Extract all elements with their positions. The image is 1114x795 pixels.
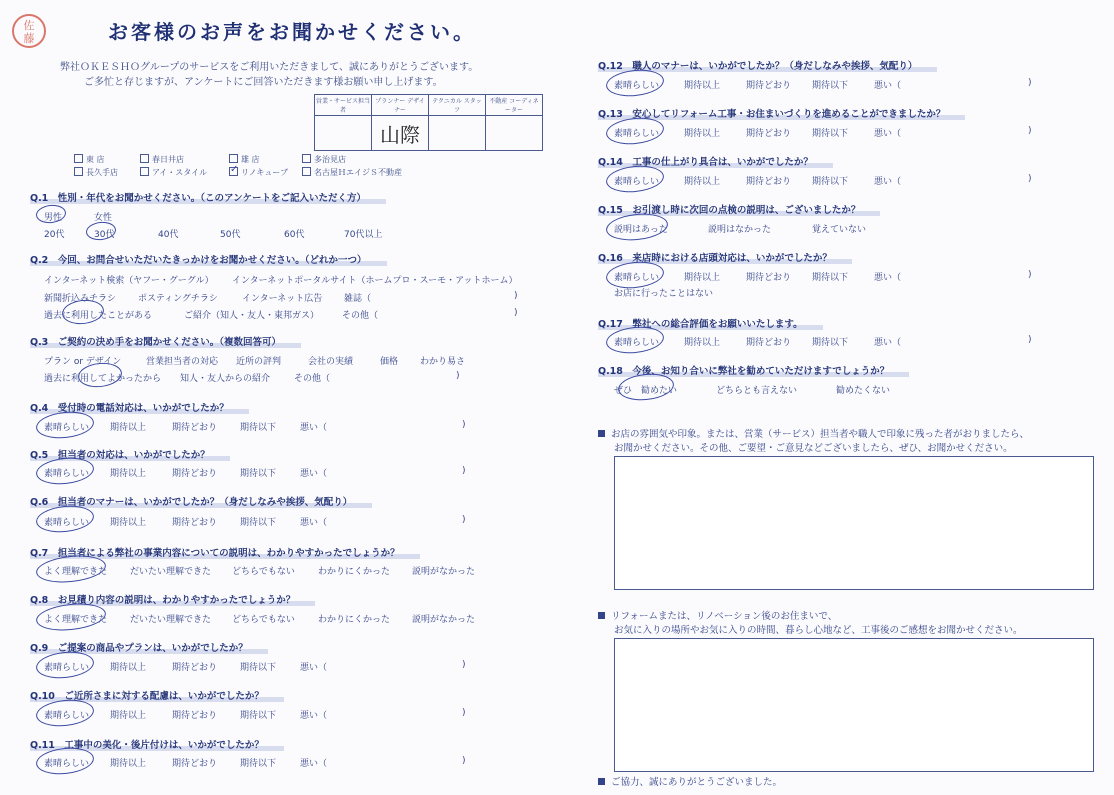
q17-option-excellent[interactable]: 素晴らしい (614, 338, 660, 348)
q4-option-bad[interactable]: 悪い（ (300, 423, 328, 433)
q2-option-past-user[interactable]: 過去に利用したことがある (44, 311, 153, 321)
q15-option-explained[interactable]: 説明はあった (614, 225, 668, 235)
q6-option-bad[interactable]: 悪い（ (300, 518, 328, 528)
checkbox-icon (140, 154, 149, 163)
q2-option-referral[interactable]: ご紹介（知人・友人・東邦ガス） (184, 311, 320, 321)
intro-line-2: ご多忙と存じますが、アンケートにご回答いただきます様お願い申し上げます。 (84, 77, 443, 88)
bullet-square-icon (598, 778, 605, 785)
q2-option-web-ad[interactable]: インターネット広告 (242, 294, 323, 304)
q2-paren-close: ) (514, 291, 518, 301)
q1-age-20[interactable]: 20代 (44, 230, 65, 240)
q11-label: Q.11 工事中の美化・後片付けは、いかがでしたか？ (30, 737, 284, 751)
q8-option-neutral[interactable]: どちらでもない (232, 615, 295, 625)
store-checkbox-3[interactable]: 多治見店 (302, 154, 346, 165)
q2-option-other[interactable]: その他（ (342, 311, 379, 321)
q14-option-bad[interactable]: 悪い（ (874, 177, 902, 187)
q8-label: Q.8 お見積り内容の説明は、わかりやすかったでしょうか？ (30, 592, 315, 606)
q12-paren-close: ) (1028, 78, 1032, 88)
q10-option-bad[interactable]: 悪い（ (300, 711, 328, 721)
q6-option-above[interactable]: 期待以上 (110, 518, 147, 528)
q4-option-below[interactable]: 期待以下 (240, 423, 277, 433)
q13-option-as-expected[interactable]: 期待どおり (746, 129, 792, 139)
q11-option-as-expected[interactable]: 期待どおり (172, 759, 218, 769)
q10-option-above[interactable]: 期待以上 (110, 711, 147, 721)
q17-option-bad[interactable]: 悪い（ (874, 338, 902, 348)
q15-option-not-explained[interactable]: 説明はなかった (708, 225, 772, 235)
q14-paren-close: ) (1028, 174, 1032, 184)
q3-option-friend[interactable]: 知人・友人からの紹介 (180, 374, 271, 384)
q17-option-above[interactable]: 期待以上 (684, 338, 721, 348)
q16-option-excellent[interactable]: 素晴らしい (614, 273, 660, 283)
page-title: お客様のお声をお聞かせください。 (108, 20, 476, 44)
q12-option-above[interactable]: 期待以上 (684, 81, 721, 91)
checkbox-icon (302, 167, 311, 176)
q11-paren-close: ) (462, 756, 466, 766)
staff-header-sales: 営業・サービス担当者 (315, 95, 372, 116)
q5-option-bad[interactable]: 悪い（ (300, 469, 328, 479)
comment1-prompt-line2: お聞かせください。その他、ご要望・ご意見などございましたら、ぜひ、お聞かせください。 (614, 443, 1013, 454)
q3-option-plan[interactable]: プラン or デザイン (44, 357, 122, 367)
q16-label: Q.16 来店時における店頭対応は、いかがでしたか？ (598, 250, 852, 264)
q17-paren-close: ) (1028, 335, 1032, 345)
q13-option-bad[interactable]: 悪い（ (874, 129, 902, 139)
store-checkbox-4[interactable]: 長久手店 (74, 167, 118, 178)
q13-option-below[interactable]: 期待以下 (812, 129, 849, 139)
q14-option-below[interactable]: 期待以下 (812, 177, 849, 187)
q1-gender-female[interactable]: 女性 (94, 213, 113, 223)
store-checkbox-5[interactable]: アイ・スタイル (140, 167, 207, 178)
q14-option-as-expected[interactable]: 期待どおり (746, 177, 792, 187)
q9-option-bad[interactable]: 悪い（ (300, 663, 328, 673)
store-checkbox-1[interactable]: 春日井店 (140, 154, 184, 165)
thanks-message: ご協力、誠にありがとうございました。 (598, 774, 782, 788)
checkbox-icon: ✓ (230, 164, 239, 175)
q17-label: Q.17 弊社への総合評価をお願いいたします。 (598, 316, 823, 330)
q15-label: Q.15 お引渡し時に次回の点検の説明は、ございましたか？ (598, 202, 880, 216)
q16-option-never-visited[interactable]: お店に行ったことはない (614, 289, 714, 299)
q18-option-neutral[interactable]: どちらとも言えない (716, 386, 798, 396)
q1-age-50[interactable]: 50代 (220, 230, 241, 240)
q13-option-excellent[interactable]: 素晴らしい (614, 129, 660, 139)
q14-option-above[interactable]: 期待以上 (684, 177, 721, 187)
q2-option-newspaper[interactable]: 新聞折込みチラシ (44, 294, 117, 304)
q6-option-as-expected[interactable]: 期待どおり (172, 518, 218, 528)
q5-paren-close: ) (462, 466, 466, 476)
q18-label: Q.18 今後、お知り合いに弊社を勧めていただけますでしょうか？ (598, 363, 909, 377)
q12-label: Q.12 職人のマナーは、いかがでしたか？（身だしなみや挨拶、気配り） (598, 58, 937, 72)
q3-label: Q.3 ご契約の決め手をお聞かせください。（複数回答可） (30, 334, 301, 348)
q10-label: Q.10 ご近所さまに対する配慮は、いかがでしたか？ (30, 688, 284, 702)
q9-option-excellent[interactable]: 素晴らしい (44, 663, 90, 673)
q13-label: Q.13 安心してリフォーム工事・お住まいづくりを進めることができましたか？ (598, 106, 965, 120)
comment2-textarea[interactable] (614, 638, 1094, 772)
q9-option-as-expected[interactable]: 期待どおり (172, 663, 218, 673)
q17-option-below[interactable]: 期待以下 (812, 338, 849, 348)
q14-option-excellent[interactable]: 素晴らしい (614, 177, 660, 187)
q17-option-as-expected[interactable]: 期待どおり (746, 338, 792, 348)
q4-label: Q.4 受付時の電話対応は、いかがでしたか？ (30, 400, 249, 414)
checkbox-icon (140, 167, 149, 176)
q2-paren-close-2: ) (514, 308, 518, 318)
q11-option-excellent[interactable]: 素晴らしい (44, 759, 90, 769)
staff-realestate-cell[interactable] (486, 116, 543, 151)
q8-option-hard[interactable]: わかりにくかった (318, 615, 391, 625)
q7-option-understood[interactable]: よく理解できた (44, 567, 108, 577)
q4-option-as-expected[interactable]: 期待どおり (172, 423, 218, 433)
staff-table (314, 94, 543, 151)
q3-option-clarity[interactable]: わかり易さ (420, 357, 466, 367)
q4-paren-close: ) (462, 420, 466, 430)
q16-paren-close: ) (1028, 270, 1032, 280)
store-checkbox-6[interactable]: ✓ リノキューブ (230, 164, 288, 177)
q6-label: Q.6 担当者のマナーは、いかがでしたか？（身だしなみや挨拶、気配り） (30, 494, 372, 508)
q2-label: Q.2 今回、お問合せいただいたきっかけをお聞かせください。（どれか一つ） (30, 252, 387, 266)
q5-option-excellent[interactable]: 素晴らしい (44, 469, 90, 479)
q9-label: Q.9 ご提案の商品やプランは、いかがでしたか？ (30, 640, 268, 654)
comment2-prompt-line1: リフォームまたは、リノベーション後のお住まいで、 (598, 608, 837, 622)
q4-option-above[interactable]: 期待以上 (110, 423, 147, 433)
q5-option-below[interactable]: 期待以下 (240, 469, 277, 479)
q12-option-as-expected[interactable]: 期待どおり (746, 81, 792, 91)
q11-option-bad[interactable]: 悪い（ (300, 759, 328, 769)
q7-option-hard[interactable]: わかりにくかった (318, 567, 391, 577)
bullet-square-icon (598, 430, 605, 437)
q7-option-neutral[interactable]: どちらでもない (232, 567, 295, 577)
checkbox-icon (74, 154, 83, 163)
q14-label: Q.14 工事の仕上がり具合は、いかがでしたか？ (598, 154, 833, 168)
q16-option-above[interactable]: 期待以上 (684, 273, 721, 283)
q10-option-as-expected[interactable]: 期待どおり (172, 711, 218, 721)
staff-technical-cell[interactable] (429, 116, 486, 151)
q9-paren-close: ) (462, 660, 466, 670)
q3-paren-close: ) (456, 371, 460, 381)
q2-option-posting[interactable]: ポスティングチラシ (138, 294, 218, 304)
q16-option-bad[interactable]: 悪い（ (874, 273, 902, 283)
comment1-textarea[interactable] (614, 456, 1094, 590)
staff-header-technical: テクニカル スタッフ (429, 95, 486, 116)
comment1-prompt-line1: お店の雰囲気や印象。または、営業（サービス）担当者や職人で印象に残った者がおりましたら、 (598, 426, 1029, 440)
q11-option-above[interactable]: 期待以上 (110, 759, 147, 769)
q6-option-excellent[interactable]: 素晴らしい (44, 518, 90, 528)
q2-option-magazine[interactable]: 雑誌（ (344, 294, 372, 304)
q1-gender-male[interactable]: 男性 (44, 213, 63, 223)
q3-option-past-good[interactable]: 過去に利用してよかったから (44, 374, 162, 384)
q1-age-30[interactable]: 30代 (94, 230, 115, 240)
q13-paren-close: ) (1028, 126, 1032, 136)
q12-option-below[interactable]: 期待以下 (812, 81, 849, 91)
q1-age-60[interactable]: 60代 (284, 230, 305, 240)
staff-header-planner: プランナー デザイナー (372, 95, 429, 116)
q2-option-portal-site[interactable]: インターネットポータルサイト（ホームプロ・スーモ・アットホーム） (232, 276, 518, 286)
q9-option-above[interactable]: 期待以上 (110, 663, 147, 673)
q12-option-excellent[interactable]: 素晴らしい (614, 81, 660, 91)
q10-option-excellent[interactable]: 素晴らしい (44, 711, 90, 721)
staff-planner-cell[interactable]: 山際 (372, 116, 429, 151)
q8-option-none[interactable]: 説明がなかった (412, 615, 476, 625)
q8-option-mostly[interactable]: だいたい理解できた (130, 615, 212, 625)
q7-option-mostly[interactable]: だいたい理解できた (130, 567, 212, 577)
intro-line-1: 弊社ＯＫＥＳＨＯグループのサービスをご利用いただきまして、誠にありがとうございます。 (60, 62, 479, 73)
q4-option-excellent[interactable]: 素晴らしい (44, 423, 90, 433)
q8-option-understood[interactable]: よく理解できた (44, 615, 108, 625)
store-checkbox-2[interactable]: 雄 店 (229, 154, 260, 165)
q5-option-above[interactable]: 期待以上 (110, 469, 147, 479)
q7-label: Q.7 担当者による弊社の事業内容についての説明は、わかりやすかったでしょうか？ (30, 545, 420, 559)
q13-option-above[interactable]: 期待以上 (684, 129, 721, 139)
q1-age-40[interactable]: 40代 (158, 230, 179, 240)
q1-age-70[interactable]: 70代以上 (344, 230, 383, 240)
checkbox-icon (302, 154, 311, 163)
q3-option-sales[interactable]: 営業担当者の対応 (146, 357, 219, 367)
q10-paren-close: ) (462, 708, 466, 718)
q3-option-other[interactable]: その他（ (294, 374, 331, 384)
q1-label: Q.1 性別・年代をお聞かせください。（このアンケートをご記入いただく方） (30, 190, 386, 204)
q3-option-reputation[interactable]: 近所の評判 (236, 357, 282, 367)
q2-option-web-search[interactable]: インターネット検索（ヤフー・グーグル） (44, 276, 214, 286)
q3-option-price[interactable]: 価格 (380, 357, 399, 367)
q9-option-below[interactable]: 期待以下 (240, 663, 277, 673)
checkbox-icon (229, 154, 238, 163)
comment2-prompt-line2: お気に入りの場所やお気に入りの時間、暮らし心地など、工事後のご感想をお聞かせください。 (614, 625, 1023, 636)
seal-stamp: 佐 藤 (12, 14, 46, 48)
staff-sales-cell[interactable] (315, 116, 372, 151)
q6-option-below[interactable]: 期待以下 (240, 518, 277, 528)
q12-option-bad[interactable]: 悪い（ (874, 81, 902, 91)
q16-option-below[interactable]: 期待以下 (812, 273, 849, 283)
q15-option-dont-remember[interactable]: 覚えていない (812, 225, 867, 235)
store-checkbox-7[interactable]: 名古屋ＨエイジＳ不動産 (302, 167, 402, 178)
q16-option-as-expected[interactable]: 期待どおり (746, 273, 792, 283)
bullet-square-icon (598, 612, 605, 619)
q10-option-below[interactable]: 期待以下 (240, 711, 277, 721)
q11-option-below[interactable]: 期待以下 (240, 759, 277, 769)
store-checkbox-0[interactable]: 東 店 (74, 154, 105, 165)
q5-label: Q.5 担当者の対応は、いかがでしたか？ (30, 447, 230, 461)
q5-option-as-expected[interactable]: 期待どおり (172, 469, 218, 479)
q7-option-none[interactable]: 説明がなかった (412, 567, 476, 577)
pen-circle-mark (35, 203, 67, 224)
checkbox-icon (74, 167, 83, 176)
q3-option-record[interactable]: 会社の実績 (308, 357, 354, 367)
q18-option-recommend[interactable]: ぜひ 勧めたい (614, 386, 678, 396)
q18-option-not-recommend[interactable]: 勧めたくない (836, 386, 891, 396)
q6-paren-close: ) (462, 515, 466, 525)
staff-header-realestate: 不動産 コーディネーター (486, 95, 543, 116)
